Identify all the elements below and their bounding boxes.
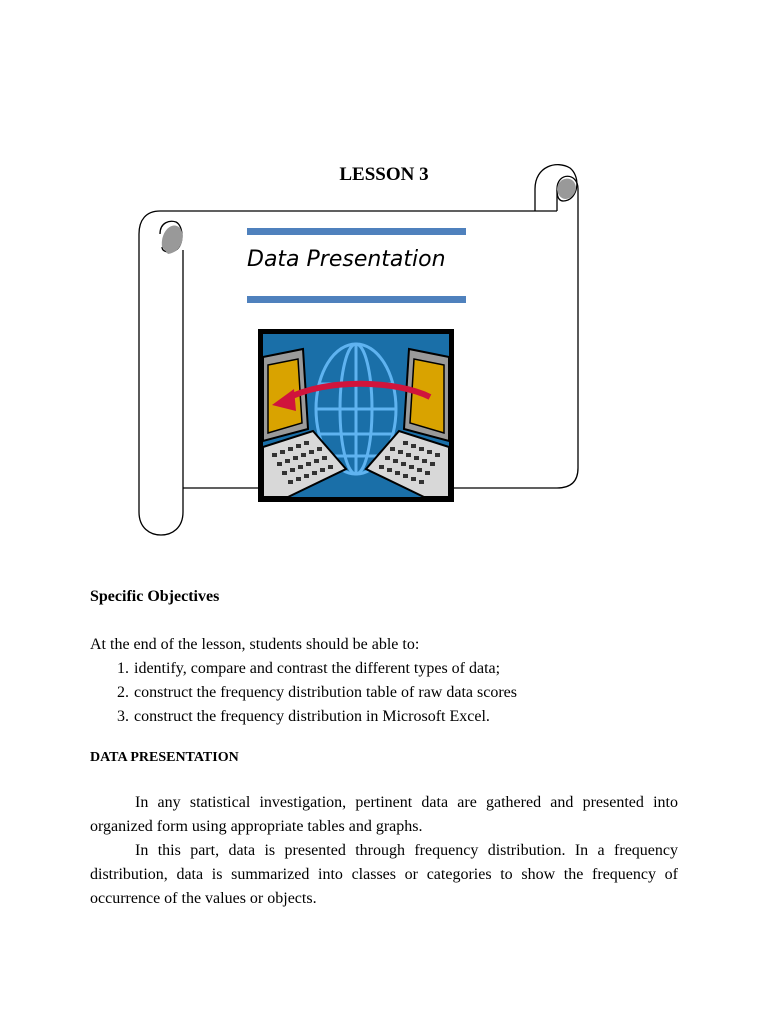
objectives-list <box>90 657 517 729</box>
list-item-number: 3. <box>117 708 129 725</box>
list-item <box>90 657 517 681</box>
paragraph: In any statistical investigation, pertinent data are gathered and presented into organized form using appropriate tables and graphs. <box>90 794 678 835</box>
list-item-number: 2. <box>117 684 129 701</box>
banner-top-rule <box>247 228 466 235</box>
list-item-text: identify, compare and contrast the different types of data; <box>134 660 501 677</box>
list-item-text: construct the frequency distribution in Microsoft Excel. <box>134 708 490 725</box>
banner-bottom-rule <box>247 296 466 303</box>
list-item-text: construct the frequency distribution table of raw data scores <box>134 684 517 701</box>
section-heading: DATA PRESENTATION <box>90 750 239 765</box>
list-item-number: 1. <box>117 660 129 677</box>
computers-exchanging-data-globe-icon <box>258 329 454 502</box>
list-item <box>90 705 517 729</box>
list-item <box>90 681 517 705</box>
objectives-heading: Specific Objectives <box>90 588 220 605</box>
lesson-heading: LESSON 3 <box>339 164 429 185</box>
paragraph: In this part, data is presented through frequency distribution. In a frequency distribution, data is summarized into classes or categories to show the frequency of occurrence of the values or objects. <box>90 842 678 907</box>
banner-title: Data Presentation <box>247 247 446 272</box>
section-body <box>90 791 678 911</box>
objectives-intro: At the end of the lesson, students should be able to: <box>90 636 420 653</box>
